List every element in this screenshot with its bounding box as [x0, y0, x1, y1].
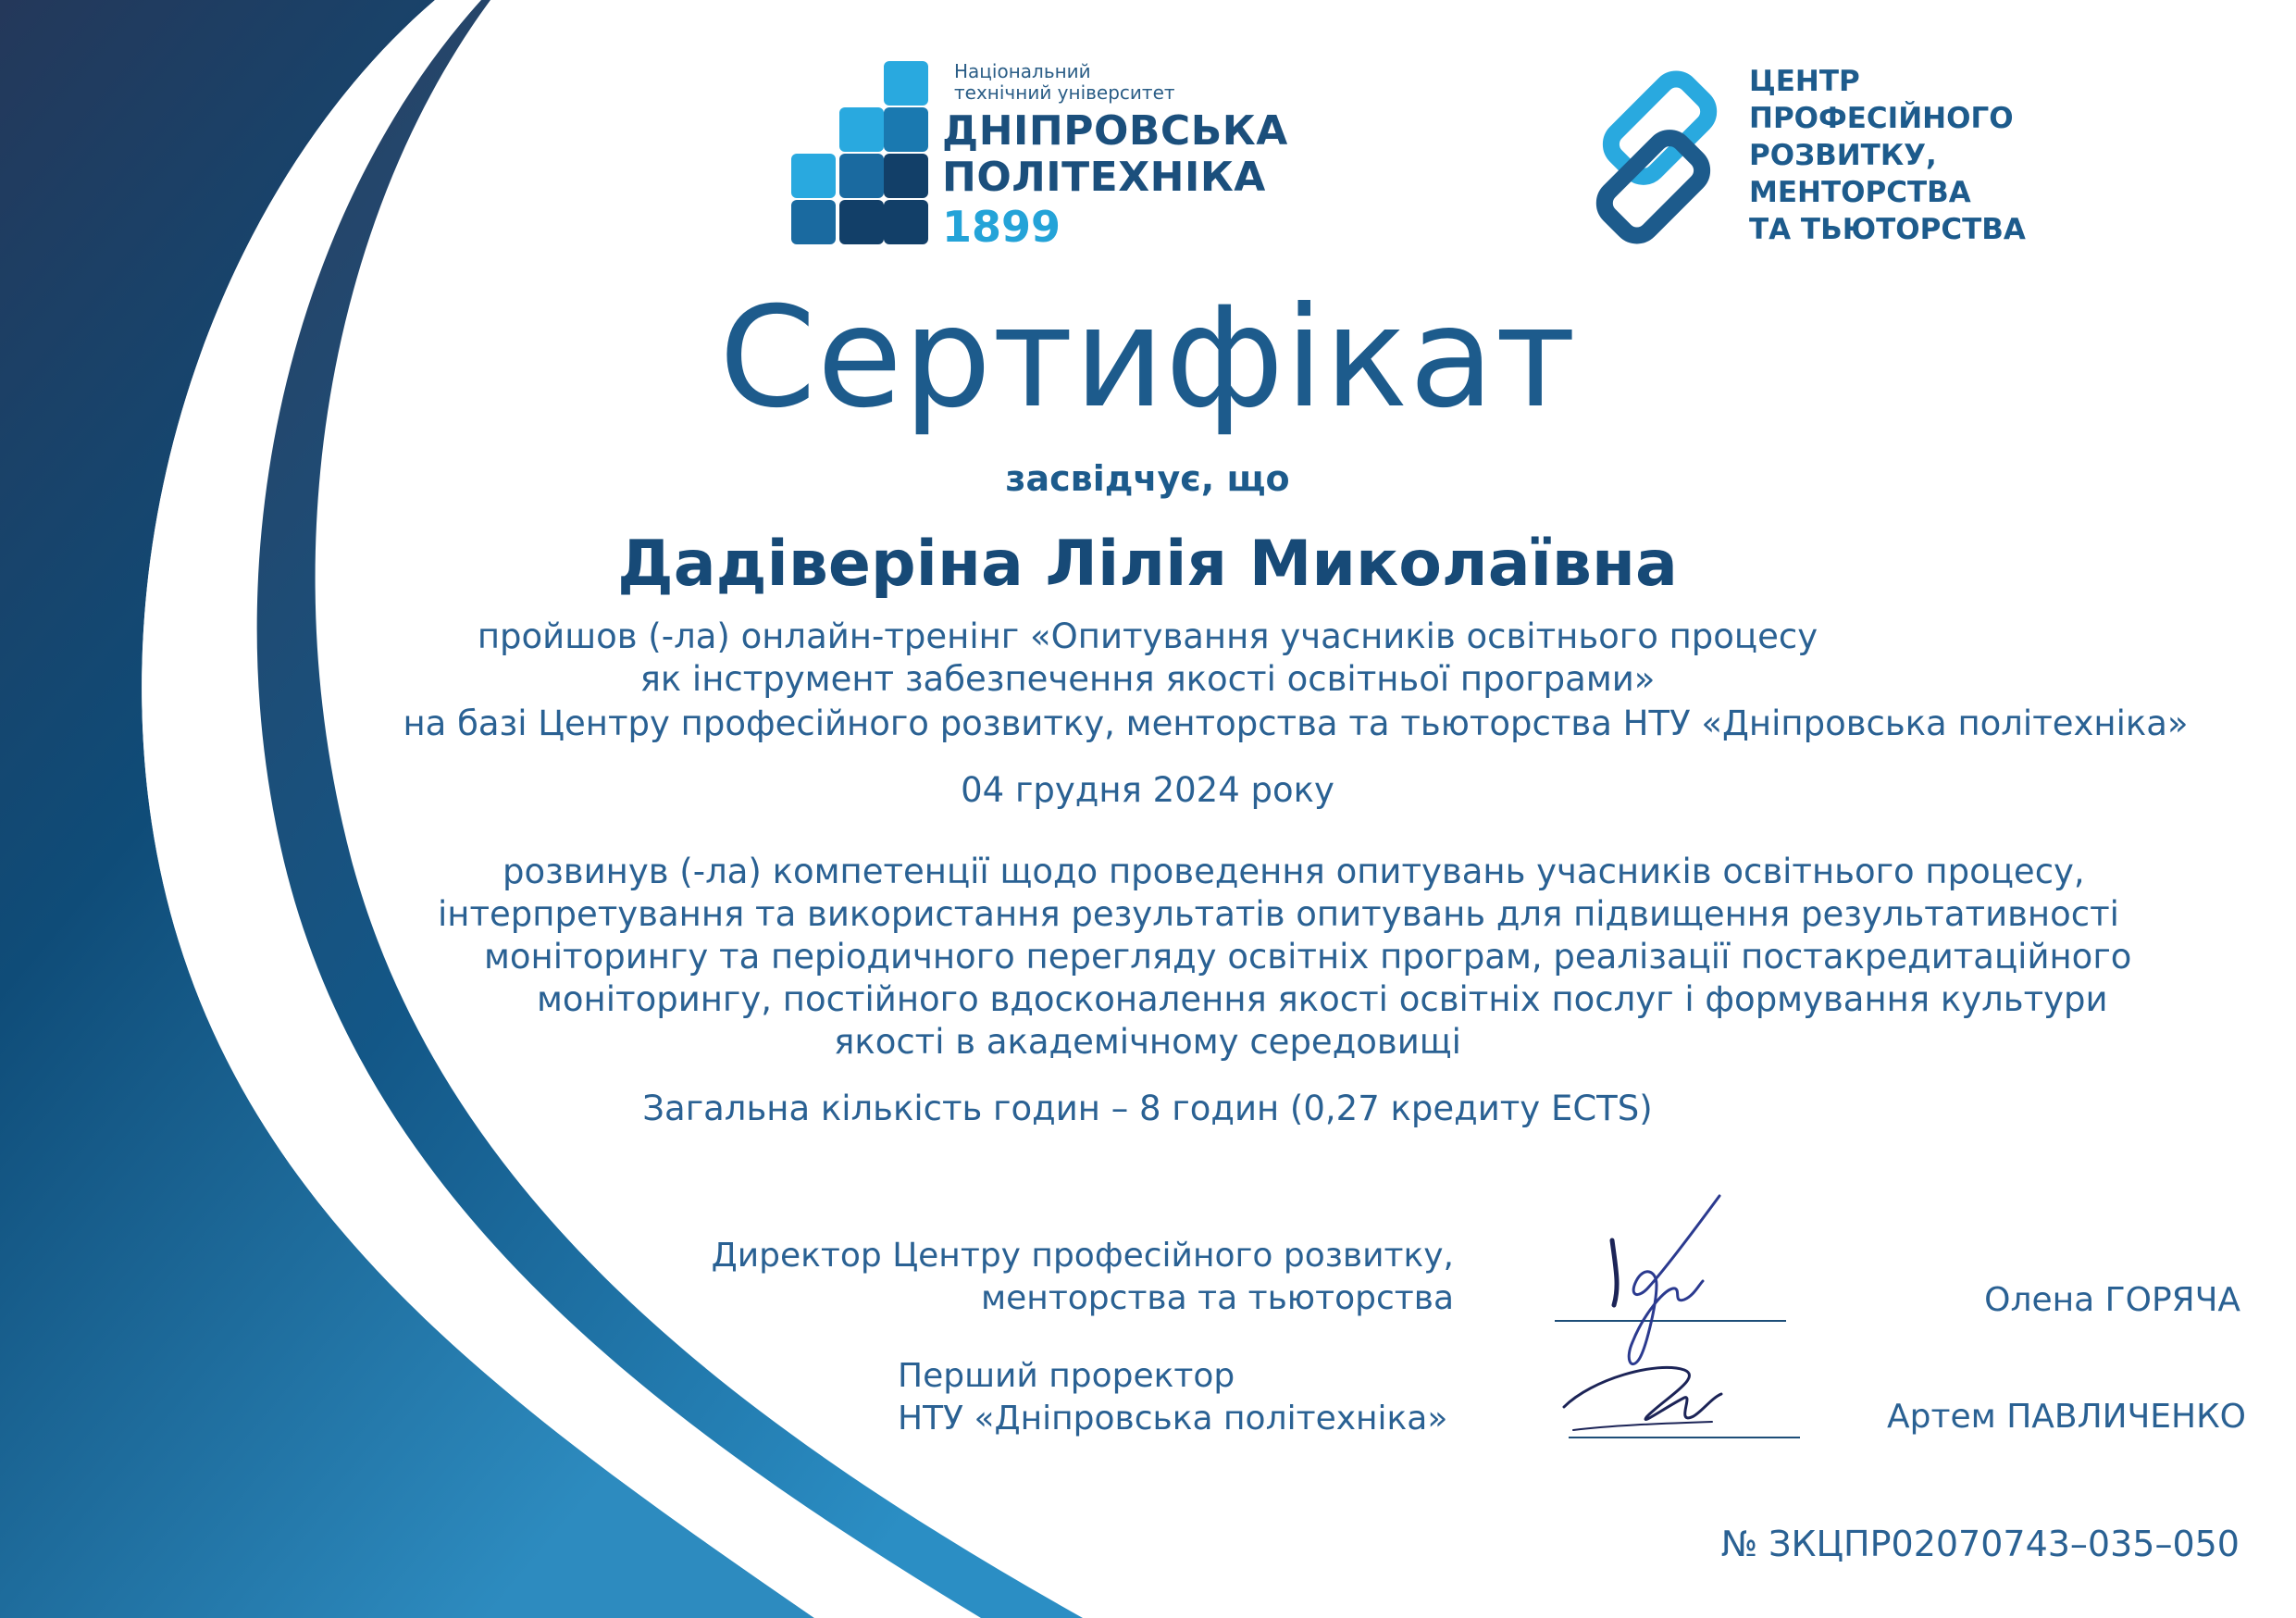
training-line3: на базі Центру професійного розвитку, менторства та тьюторства НТУ «Дніпровська політехніка»	[403, 703, 2189, 743]
competence-line5: якості в академічному середовищі	[834, 1022, 1461, 1062]
certifies-text: засвідчує, що	[1005, 458, 1290, 499]
rector-signature	[1555, 1342, 1740, 1453]
rector-name: Артем ПАВЛИЧЕНКО	[1887, 1398, 2246, 1436]
university-year: 1899	[942, 202, 1061, 252]
center-title-line5: ТА ТЬЮТОРСТВА	[1749, 213, 2026, 246]
certificate-number: № ЗКЦПР02070743–035–050	[1720, 1524, 2240, 1564]
competence-line3: моніторингу та періодичного перегляду освітніх програм, реалізації постакредитаційного	[484, 937, 2132, 977]
university-name-line1: ДНІПРОВСЬКА	[942, 107, 1288, 155]
center-title-line1: ЦЕНТР	[1749, 65, 1860, 98]
center-title	[1749, 63, 2026, 248]
center-title-line2: ПРОФЕСІЙНОГО	[1749, 102, 2014, 135]
recipient-name: Дадіверіна Лілія Миколаївна	[617, 528, 1678, 601]
center-title-line3: РОЗВИТКУ,	[1749, 139, 1937, 172]
director-name: Олена ГОРЯЧА	[1984, 1281, 2240, 1319]
center-title-line4: МЕНТОРСТВА	[1749, 176, 1971, 209]
rector-position-line2: НТУ «Дніпровська політехніка»	[898, 1400, 1448, 1438]
competence-line4: моніторингу, постійного вдосконалення якості освітніх послуг і формування культури	[537, 979, 2108, 1019]
university-subtitle	[954, 61, 1175, 104]
training-line1: пройшов (-ла) онлайн-тренінг «Опитування учасників освітнього процесу	[477, 616, 1818, 656]
director-position-line1: Директор Центру професійного розвитку,	[711, 1237, 1454, 1275]
university-subtitle-line2: технічний університет	[954, 81, 1175, 104]
training-line2: як інструмент забезпечення якості освітньої програми»	[639, 659, 1656, 699]
competence-line1: розвинув (-ла) компетенції щодо проведення опитувань учасників освітнього процесу,	[503, 852, 2085, 891]
competence-line2: інтерпретування та використання результатів опитувань для підвищення результативності	[438, 894, 2119, 934]
training-date: 04 грудня 2024 року	[961, 770, 1334, 810]
university-name-line2: ПОЛІТЕХНІКА	[942, 154, 1266, 201]
university-subtitle-line1: Національний	[954, 60, 1091, 82]
director-position-line2: менторства та тьюторства	[980, 1279, 1454, 1317]
certificate-title: Сертифікат	[719, 278, 1577, 439]
center-logo	[1587, 65, 1726, 250]
rector-position-line1: Перший проректор	[898, 1357, 1235, 1395]
total-hours: Загальна кількість годин – 8 годин (0,27 кредиту ECTS)	[642, 1089, 1653, 1128]
